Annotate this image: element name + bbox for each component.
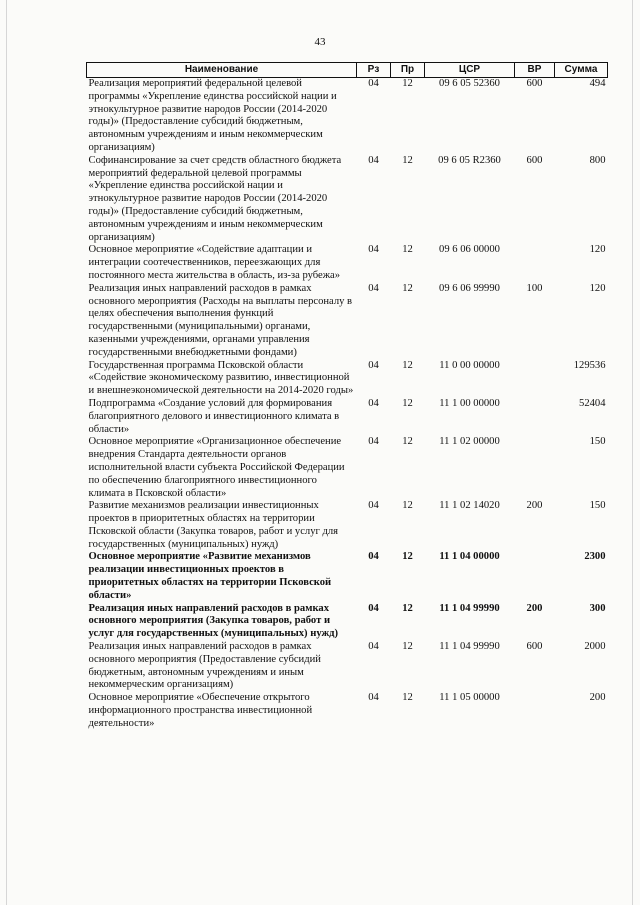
row-sum: 200 — [589, 692, 606, 704]
header-rz: Рз — [357, 63, 391, 78]
row-rz: 04 — [368, 500, 379, 512]
row-vr — [515, 244, 555, 282]
row-rz: 04 — [368, 641, 379, 653]
row-name: Реализация иных направлений расходов в рамках основного мероприятия (Расходы на выплаты персоналу в целях обеспечения выполнения функций государственными (муниципальными) органами, казенными учреждениями, органами управления государственными внебюджетными фондами) — [88, 282, 353, 358]
row-name: Софинансирование за счет средств областного бюджета мероприятий федеральной целевой программы «Укрепление единства российской нации и этнокультурное развитие народов России (2014-2020 годы)» (Предоставление субсидий бюджетным, автономным учреждениям и иным некоммерческим организациям) — [88, 154, 342, 243]
row-csr: 11 1 02 00000 — [439, 436, 500, 448]
row-vr: 200 — [526, 602, 543, 614]
row-pr: 12 — [402, 78, 413, 89]
row-sum: 494 — [589, 78, 606, 89]
row-vr — [515, 692, 555, 730]
table-row — [87, 436, 608, 500]
row-vr — [515, 551, 555, 602]
row-sum: 150 — [589, 436, 606, 448]
row-name: Основное мероприятие «Содействие адаптации и интеграции соотечественников, переезжающих для постоянного места жительства в область, из-за рубежа» — [88, 244, 341, 281]
row-rz: 04 — [368, 397, 379, 409]
table-row — [87, 692, 608, 730]
scan-margin-line — [6, 0, 7, 905]
table-row — [87, 244, 608, 282]
budget-table — [86, 62, 608, 731]
row-vr — [515, 398, 555, 436]
row-pr: 12 — [402, 602, 413, 614]
table-row — [87, 78, 608, 155]
row-csr: 11 0 00 00000 — [439, 359, 500, 371]
row-vr: 100 — [526, 282, 543, 294]
row-pr: 12 — [402, 436, 413, 448]
row-name: Основное мероприятие «Обеспечение открытого информационного пространства инвестиционной деятельности» — [88, 692, 313, 729]
row-vr: 200 — [526, 500, 543, 512]
row-rz: 04 — [368, 154, 379, 166]
row-pr: 12 — [402, 397, 413, 409]
table-row — [87, 360, 608, 398]
row-rz: 04 — [368, 436, 379, 448]
row-name: Основное мероприятие «Организационное обеспечение внедрения Стандарта деятельности органов исполнительной власти субъекта Российской Федерации по обеспечению благоприятного инвестиционного климата в Псковской области» — [88, 436, 345, 499]
row-sum: 129536 — [573, 359, 606, 371]
row-sum: 120 — [589, 244, 606, 256]
row-sum: 800 — [589, 154, 606, 166]
row-pr: 12 — [402, 244, 413, 256]
page-number: 43 — [314, 36, 326, 48]
row-pr: 12 — [402, 154, 413, 166]
row-csr: 09 6 06 99990 — [439, 282, 500, 294]
header-name: Наименование — [87, 63, 357, 78]
row-name: Реализация мероприятий федеральной целевой программы «Укрепление единства российской нации и этнокультурное развитие народов России (2014-2020 годы)» (Предоставление субсидий бюджетным, автономным учреждениям и иным некоммерческим организациям) — [88, 78, 337, 153]
table-header-row — [87, 63, 608, 78]
row-csr: 11 1 04 00000 — [439, 551, 500, 563]
row-vr — [515, 436, 555, 500]
row-pr: 12 — [402, 500, 413, 512]
table-row — [87, 500, 608, 551]
row-csr: 11 1 04 99990 — [439, 602, 500, 614]
scan-margin-line — [632, 0, 633, 905]
row-csr: 11 1 04 99990 — [439, 641, 500, 653]
row-vr: 600 — [526, 641, 543, 653]
row-name: Реализация иных направлений расходов в рамках основного мероприятия (Закупка товаров, работ и услуг для государственных (муниципальных) нужд) — [88, 602, 339, 640]
row-name: Подпрограмма «Создание условий для формирования благоприятного делового и инвестиционного климата в области» — [88, 397, 340, 435]
header-sum: Сумма — [555, 63, 608, 78]
header-vr: ВР — [515, 63, 555, 78]
header-pr: Пр — [391, 63, 425, 78]
row-sum: 52404 — [579, 397, 606, 409]
row-sum: 300 — [589, 602, 606, 614]
row-rz: 04 — [368, 359, 379, 371]
row-rz: 04 — [368, 244, 379, 256]
row-pr: 12 — [402, 692, 413, 704]
row-csr: 09 6 05 52360 — [439, 78, 500, 89]
row-rz: 04 — [368, 282, 379, 294]
row-rz: 04 — [368, 692, 379, 704]
row-pr: 12 — [402, 641, 413, 653]
row-name: Реализация иных направлений расходов в рамках основного мероприятия (Предоставление субсидий бюджетным, автономным учреждениям и иным некоммерческим организациям) — [88, 641, 321, 691]
row-pr: 12 — [402, 282, 413, 294]
row-rz: 04 — [368, 78, 379, 89]
table-row — [87, 641, 608, 692]
row-csr: 11 1 02 14020 — [439, 500, 500, 512]
row-vr: 600 — [526, 154, 543, 166]
row-pr: 12 — [402, 551, 413, 563]
table-row — [87, 603, 608, 641]
row-rz: 04 — [368, 551, 379, 563]
row-sum: 2000 — [584, 641, 606, 653]
row-csr: 09 6 05 R2360 — [438, 154, 501, 166]
row-sum: 150 — [589, 500, 606, 512]
table-row — [87, 155, 608, 245]
header-csr: ЦСР — [425, 63, 515, 78]
row-csr: 09 6 06 00000 — [439, 244, 500, 256]
table-row — [87, 551, 608, 602]
row-csr: 11 1 00 00000 — [439, 397, 500, 409]
row-csr: 11 1 05 00000 — [439, 692, 500, 704]
row-name: Основное мероприятие «Развитие механизмов реализации инвестиционных проектов в приоритетных областях на территории Псковской области» — [88, 551, 332, 601]
row-rz: 04 — [368, 602, 379, 614]
row-name: Развитие механизмов реализации инвестиционных проектов в приоритетных областях на территории Псковской области (Закупка товаров, работ и услуг для государственных (муниципальных) нужд) — [88, 500, 339, 550]
table-row — [87, 398, 608, 436]
row-vr — [515, 360, 555, 398]
row-sum: 120 — [589, 282, 606, 294]
table-row — [87, 283, 608, 360]
row-vr: 600 — [526, 78, 543, 89]
row-sum: 2300 — [584, 551, 606, 563]
row-name: Государственная программа Псковской области «Содействие экономическому развитию, инвестиционной и внешнеэкономической деятельности на 2014-2020 годы» — [88, 359, 354, 397]
row-pr: 12 — [402, 359, 413, 371]
